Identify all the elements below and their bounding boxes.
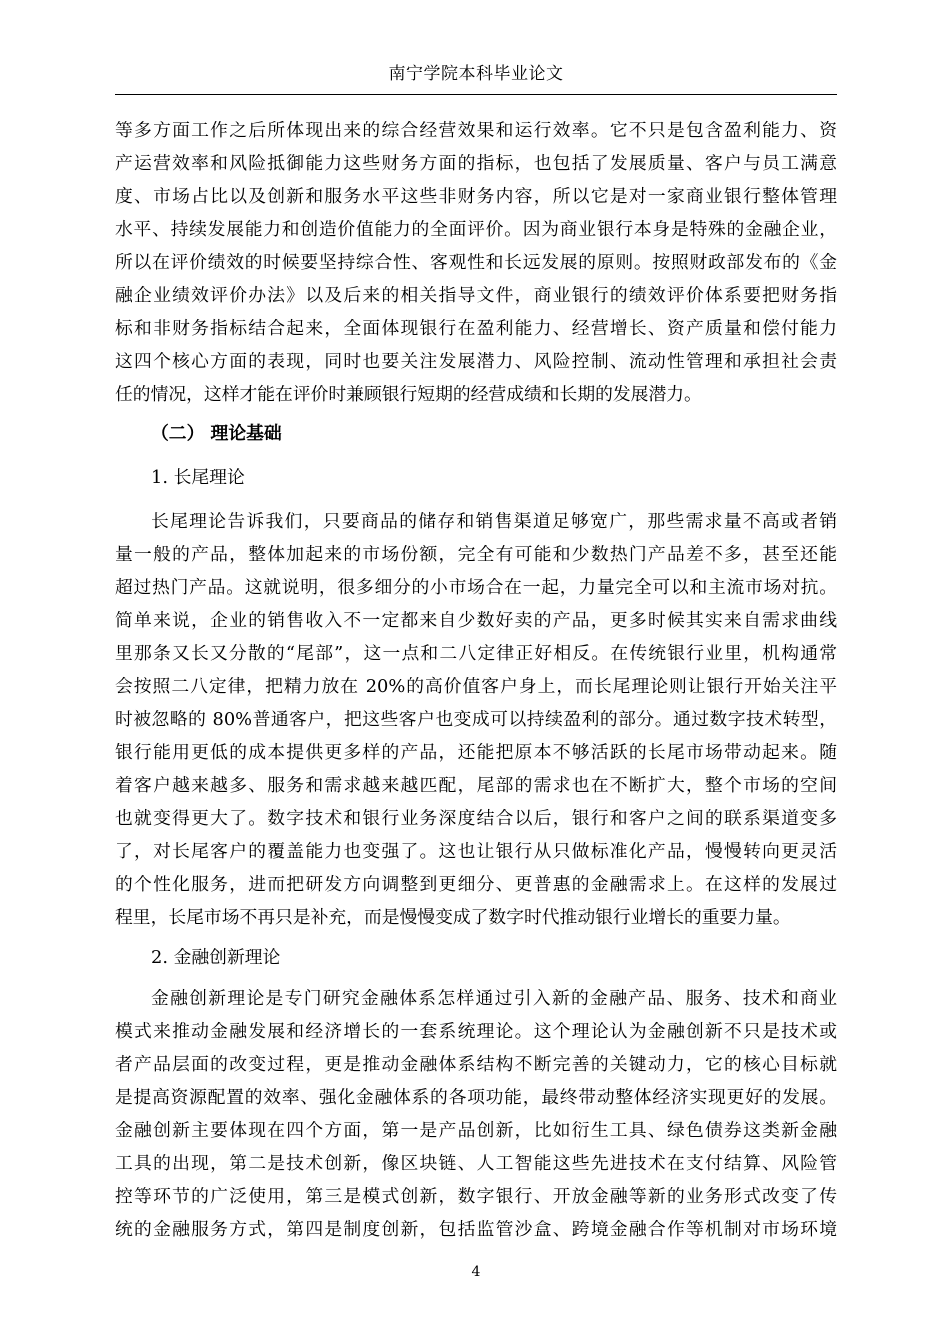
text-line: 着客户越来越多、服务和需求越来越匹配，尾部的需求也在不断扩大，整个市场的空间 [115,775,837,796]
text-line: 的个性化服务，进而把研发方向调整到更细分、更普惠的金融需求上。在这样的发展过 [115,874,837,895]
header-divider [115,94,837,95]
text-line: 程里，长尾市场不再只是补充，而是慢慢变成了数字时代推动银行业增长的重要力量。 [115,907,791,928]
text-line: 度、市场占比以及创新和服务水平这些非财务内容，所以它是对一家商业银行整体管理 [115,186,837,207]
page-header-title: 南宁学院本科毕业论文 [388,64,564,84]
text-line: 银行能用更低的成本提供更多样的产品，还能把原本不够活跃的长尾市场带动起来。随 [115,742,837,763]
text-line: 金融创新主要体现在四个方面，第一是产品创新，比如衍生工具、绿色债券这类新金融 [115,1120,837,1141]
text-line: 标和非财务指标结合起来，全面体现银行在盈利能力、经营增长、资产质量和偿付能力 [115,318,837,339]
text-line: 任的情况，这样才能在评价时兼顾银行短期的经营成绩和长期的发展潜力。 [115,384,702,405]
subsection-heading: 2. 金融创新理论 [151,947,281,968]
text-line: 会按照二八定律，把精力放在 20%的高价值客户身上，而长尾理论则让银行开始关注平 [115,676,837,697]
text-line: 了，对长尾客户的覆盖能力也变强了。这也让银行从只做标准化产品，慢慢转向更灵活 [115,841,837,862]
text-line: 简单来说，企业的销售收入不一定都来自少数好卖的产品，更多时候其实来自需求曲线 [115,610,837,631]
section-heading: （二） 理论基础 [151,423,282,444]
text-line: 等多方面工作之后所体现出来的综合经营效果和运行效率。它不只是包含盈利能力、资 [115,120,837,141]
text-line: 里那条又长又分散的“尾部”，这一点和二八定律正好相反。在传统银行业里，机构通常 [115,643,837,664]
page-number: 4 [471,1264,481,1280]
text-line: 模式来推动金融发展和经济增长的一套系统理论。这个理论认为金融创新不只是技术或 [115,1021,837,1042]
subsection-heading: 1. 长尾理论 [151,467,245,488]
text-line: 是提高资源配置的效率、强化金融体系的各项功能，最终带动整体经济实现更好的发展。 [115,1087,837,1108]
text-line: 也就变得更大了。数字技术和银行业务深度结合以后，银行和客户之间的联系渠道变多 [115,808,837,829]
text-line: 控等环节的广泛使用，第三是模式创新，数字银行、开放金融等新的业务形式改变了传 [115,1186,837,1207]
text-line: 统的金融服务方式，第四是制度创新，包括监管沙盒、跨境金融合作等机制对市场环境 [115,1219,837,1240]
text-line: 水平、持续发展能力和创造价值能力的全面评价。因为商业银行本身是特殊的金融企业， [115,219,837,240]
text-line: 产运营效率和风险抵御能力这些财务方面的指标，也包括了发展质量、客户与员工满意 [115,153,837,174]
text-line: 融企业绩效评价办法》以及后来的相关指导文件，商业银行的绩效评价体系要把财务指 [115,285,837,306]
text-line: 所以在评价绩效的时候要坚持综合性、客观性和长远发展的原则。按照财政部发布的《金 [115,252,837,273]
text-line: 金融创新理论是专门研究金融体系怎样通过引入新的金融产品、服务、技术和商业 [151,988,837,1009]
text-line: 量一般的产品，整体加起来的市场份额，完全有可能和少数热门产品差不多，甚至还能 [115,544,837,565]
text-line: 超过热门产品。这就说明，很多细分的小市场合在一起，力量完全可以和主流市场对抗。 [115,577,837,598]
text-line: 工具的出现，第二是技术创新，像区块链、人工智能这些先进技术在支付结算、风险管 [115,1153,837,1174]
text-line: 长尾理论告诉我们，只要商品的储存和销售渠道足够宽广，那些需求量不高或者销 [151,511,837,532]
text-line: 时被忽略的 80%普通客户，把这些客户也变成可以持续盈利的部分。通过数字技术转型， [115,709,837,730]
text-line: 者产品层面的改变过程，更是推动金融体系结构不断完善的关键动力，它的核心目标就 [115,1054,837,1075]
text-line: 这四个核心方面的表现，同时也要关注发展潜力、风险控制、流动性管理和承担社会责 [115,351,837,372]
